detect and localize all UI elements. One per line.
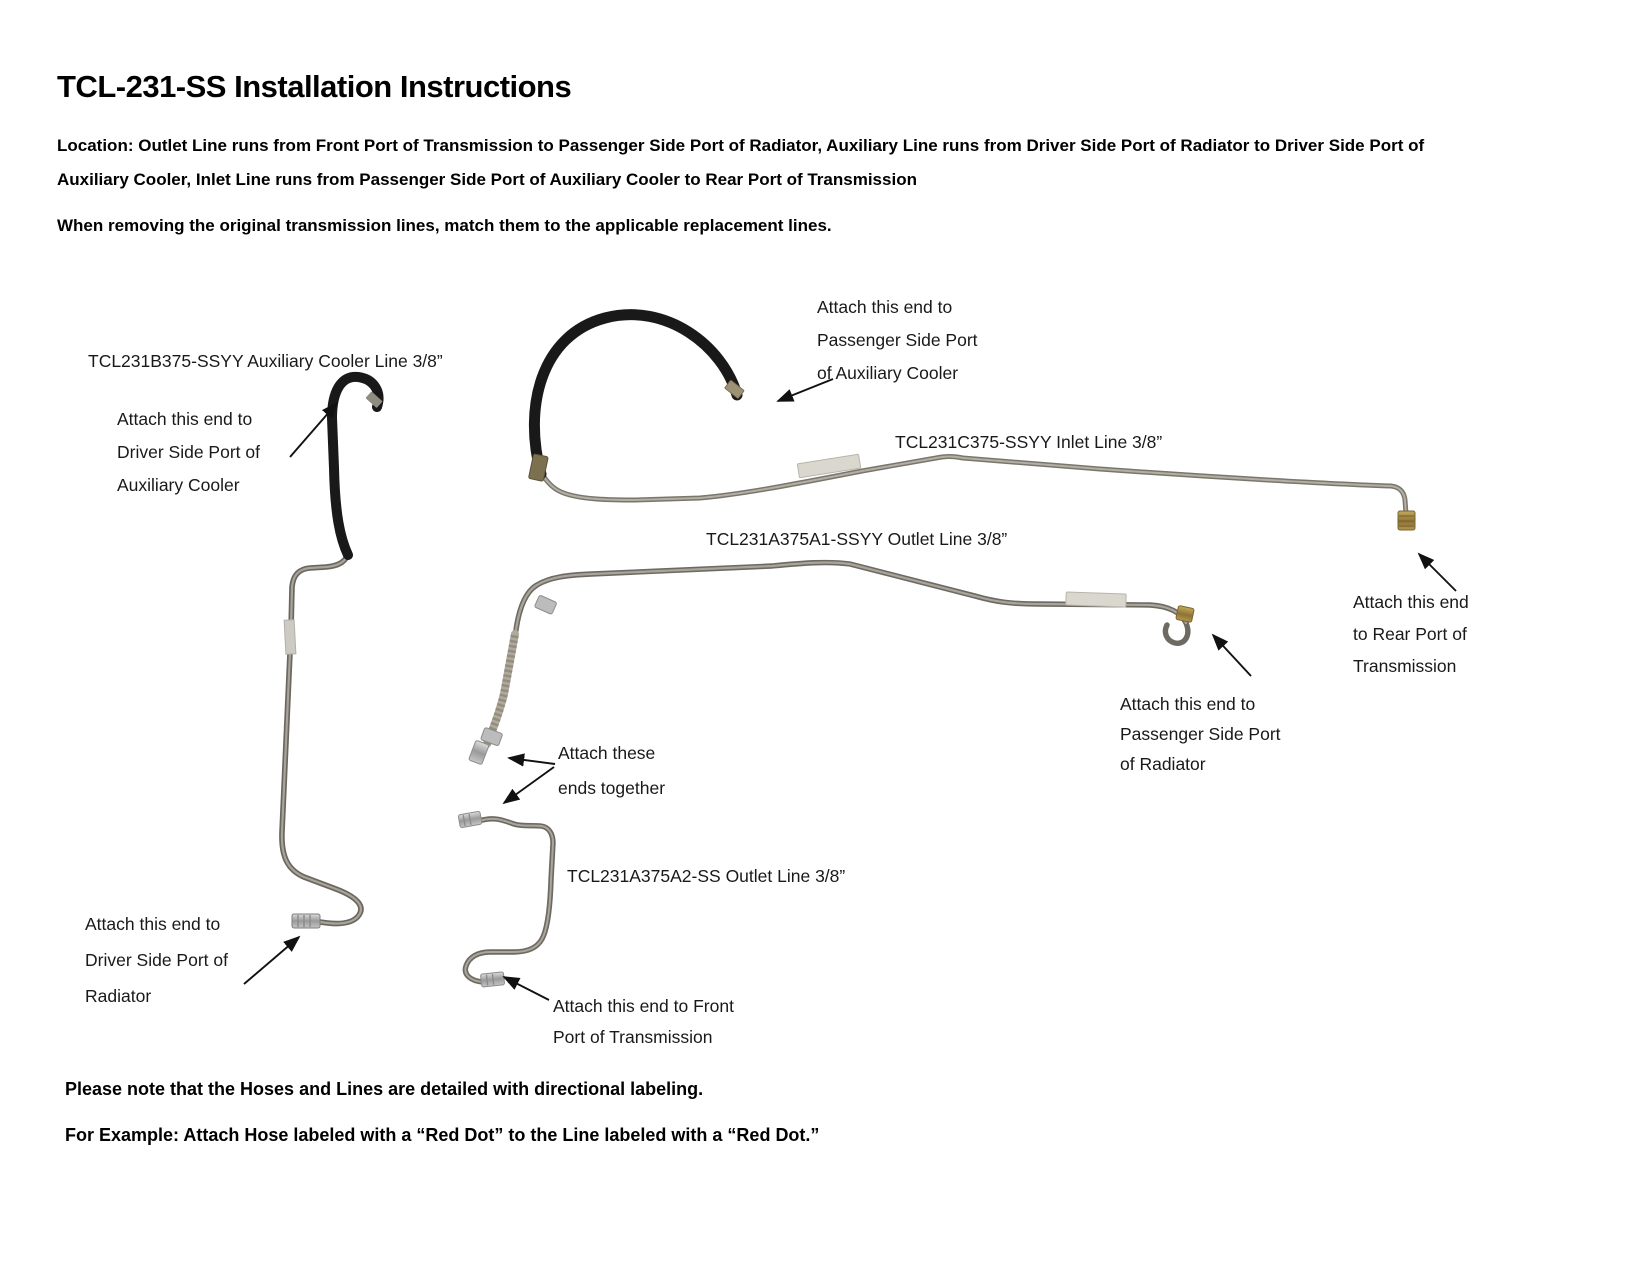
label-outlet-line-a1: TCL231A375A1-SSYY Outlet Line 3/8”: [706, 529, 1008, 549]
arrow-ends-together-lower: [504, 767, 554, 803]
a1-hose-end-fitting: [469, 740, 490, 765]
aux-line-rubber-hose: [332, 377, 378, 555]
callout-line: Transmission: [1353, 656, 1457, 676]
auxiliary-cooler-line: [282, 377, 383, 928]
inlet-transmission-fitting: [1398, 511, 1415, 530]
a2-steel-tube: [465, 819, 553, 982]
callout-driver-radiator: [85, 906, 228, 1014]
a1-braid-texture: [487, 634, 515, 744]
label-inlet-line: TCL231C375-SSYY Inlet Line 3/8”: [895, 432, 1163, 452]
arrow-passenger-radiator: [1213, 635, 1251, 676]
callout-line: Driver Side Port of: [117, 442, 260, 462]
callout-ends-together: [558, 736, 665, 806]
outlet-line-a1: [469, 563, 1195, 765]
callout-line: Auxiliary Cooler: [117, 475, 240, 495]
inlet-steel-highlight: [544, 457, 1406, 515]
callout-line: of Auxiliary Cooler: [817, 363, 959, 383]
aux-line-radiator-fitting: [292, 914, 320, 928]
a2-top-fitting: [458, 811, 482, 828]
callout-line: ends together: [558, 778, 666, 798]
a1-steel-highlight: [485, 563, 1186, 748]
callout-line: Port of Transmission: [553, 1027, 713, 1047]
arrow-front-transmission: [504, 977, 549, 1000]
a1-line-tag: [1066, 592, 1126, 607]
a1-braid-collar-top: [534, 595, 557, 615]
callout-passenger-radiator: [1120, 689, 1281, 779]
callout-line: Radiator: [85, 986, 152, 1006]
directional-labeling-note: Please note that the Hoses and Lines are detailed with directional labeling.: [65, 1079, 704, 1099]
location-note: Location: Outlet Line runs from Front Port of Transmission to Passenger Side Port of Radiator, Auxiliary Line runs from Driver Side Port of Radiator to Driver Side Port of Auxiliary Cooler, Inlet Line runs from Passenger Side Port of Auxiliary Cooler to Rear Port of Transmission: [57, 136, 1425, 189]
inlet-rubber-hose-arc: [534, 315, 737, 474]
callout-rear-transmission: [1353, 586, 1469, 682]
a2-bottom-fitting: [480, 972, 504, 987]
a2-steel-highlight: [465, 819, 553, 982]
callout-line: Attach this end: [1353, 592, 1469, 612]
arrow-driver-radiator: [244, 937, 299, 984]
callout-line: Attach this end to: [117, 409, 253, 429]
label-outlet-line-a2: TCL231A375A2-SS Outlet Line 3/8”: [567, 866, 846, 886]
removal-note: When removing the original transmission lines, match them to the applicable replacement lines.: [57, 216, 832, 235]
callout-line: Attach this end to: [85, 914, 221, 934]
red-dot-example-note: For Example: Attach Hose labeled with a “Red Dot” to the Line labeled with a “Red Dot.”: [65, 1125, 820, 1145]
aux-line-tag: [284, 620, 296, 654]
callout-line: of Radiator: [1120, 754, 1206, 774]
page-title: TCL-231-SS Installation Instructions: [57, 68, 572, 104]
callout-line: Passenger Side Port: [817, 330, 978, 350]
label-auxiliary-cooler-line: TCL231B375-SSYY Auxiliary Cooler Line 3/8”: [88, 351, 443, 371]
callout-front-transmission: [553, 991, 734, 1053]
arrow-ends-together-upper: [509, 758, 555, 764]
callout-line: Passenger Side Port: [1120, 724, 1281, 744]
callout-line: Attach these: [558, 743, 656, 763]
inlet-steel-tube: [544, 457, 1406, 515]
a1-steel-tube: [485, 563, 1188, 748]
callout-driver-aux-cooler: [117, 403, 260, 502]
callout-line: Attach this end to: [1120, 694, 1256, 714]
callout-passenger-aux-cooler: [817, 291, 978, 390]
callout-line: Attach this end to: [817, 297, 953, 317]
callout-line: to Rear Port of: [1353, 624, 1467, 644]
callout-line: Driver Side Port of: [85, 950, 228, 970]
outlet-line-a2: [458, 811, 553, 987]
aux-line-steel-tube: [282, 555, 361, 924]
a1-radiator-fitting: [1176, 605, 1195, 622]
callout-line: Attach this end to Front: [553, 996, 734, 1016]
